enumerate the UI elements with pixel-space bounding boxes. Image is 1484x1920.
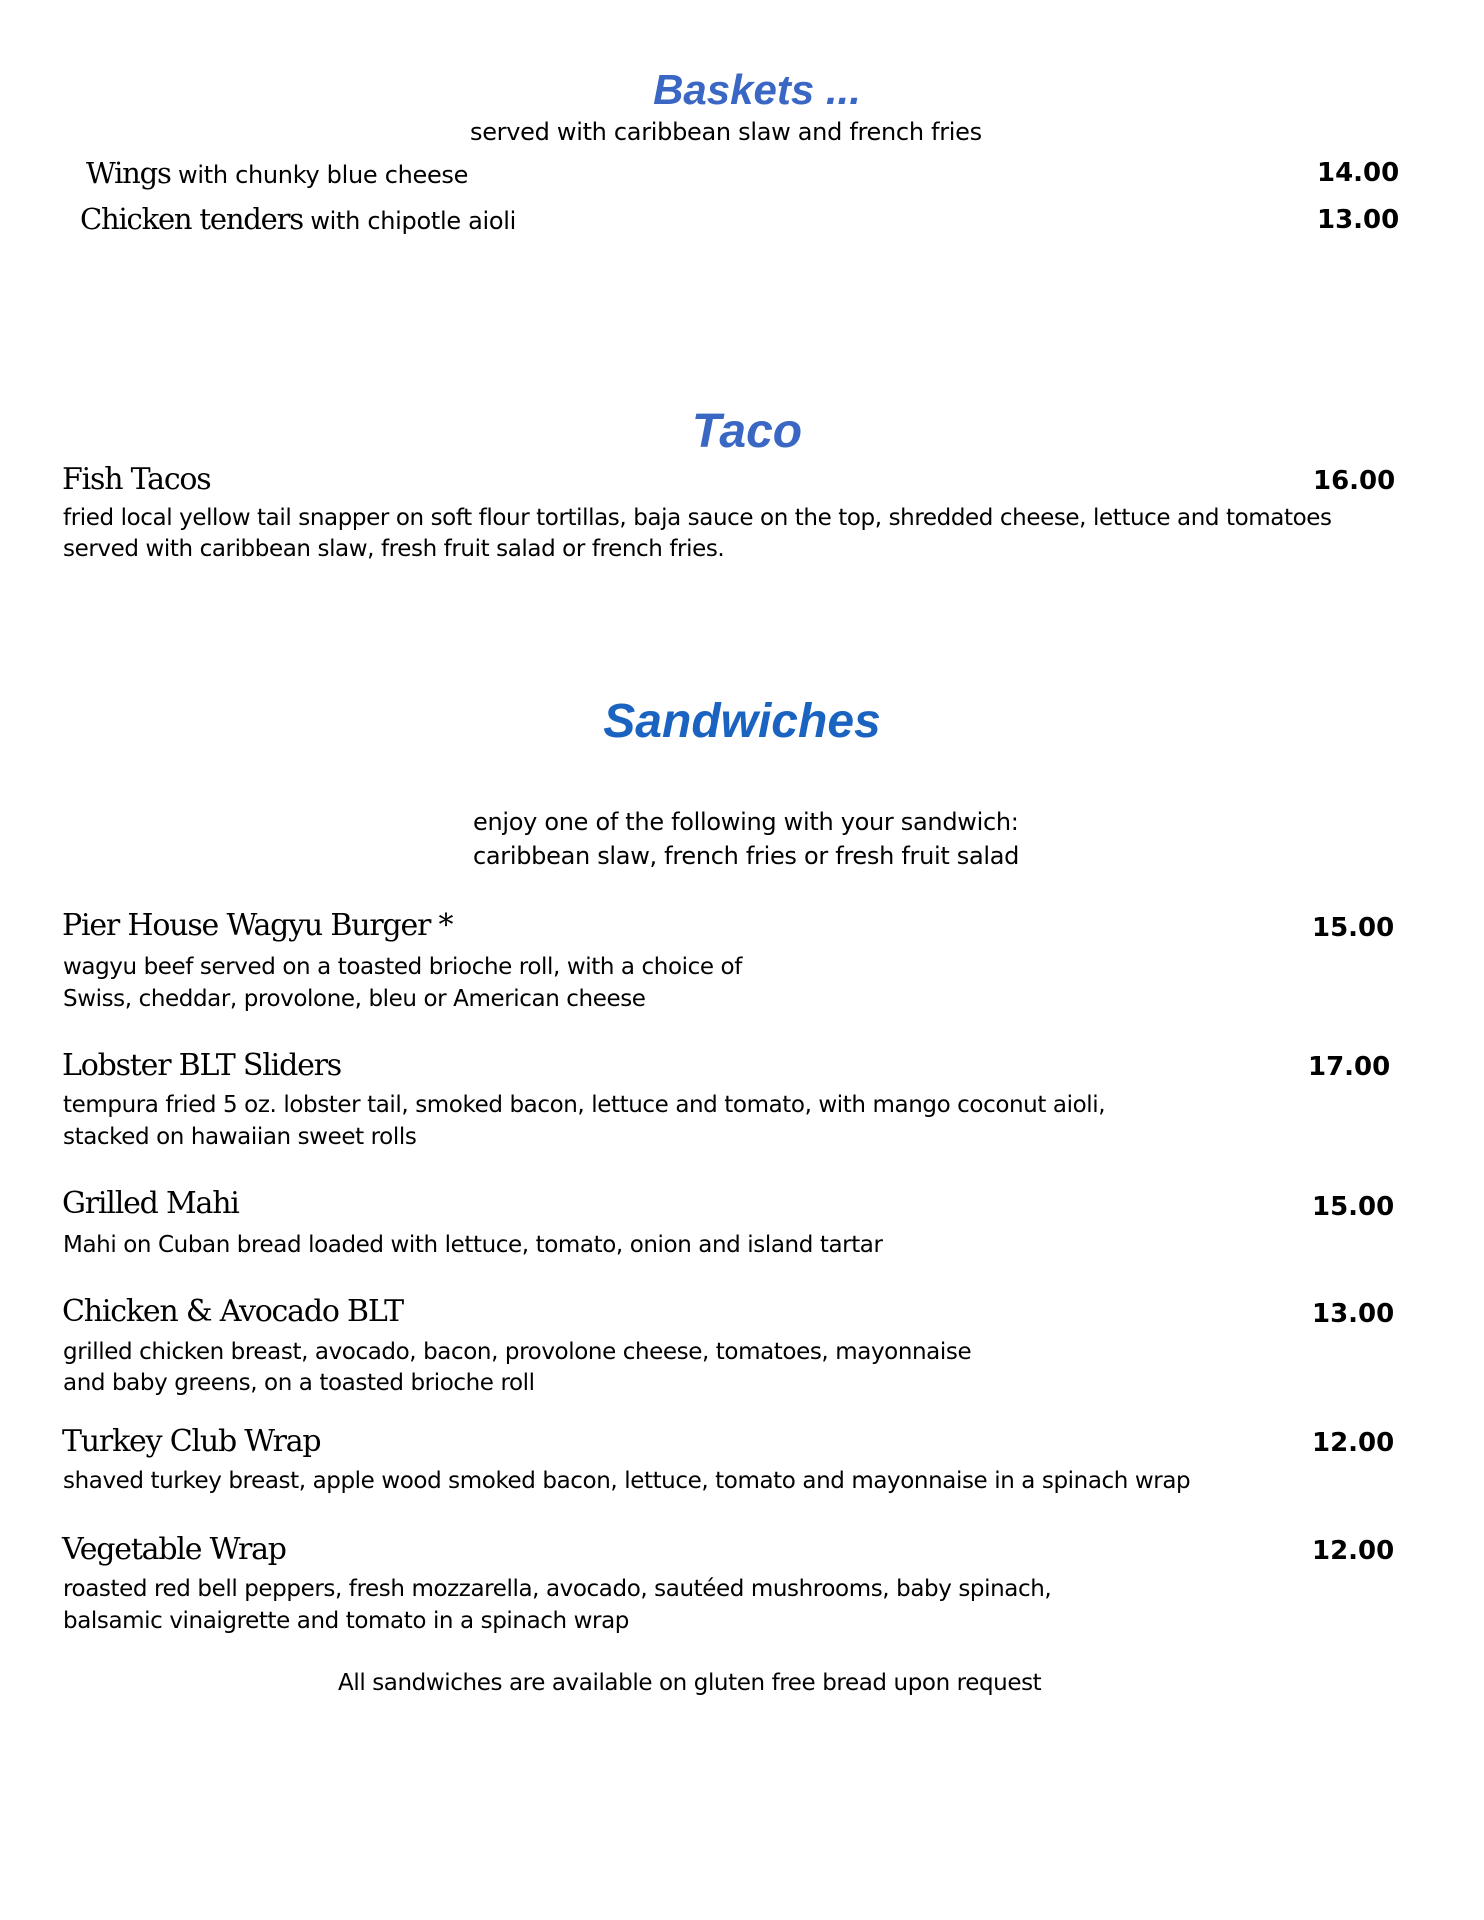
taco-item-desc: fried local yellow tail snapper on soft flour tortillas, baja sauce on the top, shredded cheese, lettuce and tomatoes (63, 505, 1332, 531)
sandwiches-footer-note: All sandwiches are available on gluten free bread upon request (338, 1670, 1042, 1696)
sandwich-item-desc: tempura fried 5 oz. lobster tail, smoked bacon, lettuce and tomato, with mango coconut aioli, (63, 1092, 1106, 1118)
sandwich-item-desc: and baby greens, on a toasted brioche roll (63, 1370, 535, 1396)
basket-item-wings (86, 156, 468, 190)
sandwich-item-desc: balsamic vinaigrette and tomato in a spinach wrap (63, 1608, 629, 1634)
sandwiches-heading: Sandwiches (603, 695, 881, 748)
sandwiches-intro: enjoy one of the following with your sandwich: (473, 808, 1019, 836)
sandwich-item-desc: Swiss, cheddar, provolone, bleu or American cheese (63, 986, 646, 1012)
sandwich-item-price: 13.00 (1312, 1299, 1395, 1329)
sandwich-item-name: Turkey Club Wrap (62, 1424, 321, 1459)
basket-item-price: 14.00 (1317, 158, 1400, 188)
basket-item-name: Wings (86, 156, 171, 190)
sandwich-item-desc: roasted red bell peppers, fresh mozzarella, avocado, sautéed mushrooms, baby spinach, (63, 1576, 1052, 1602)
sandwich-item-desc: wagyu beef served on a toasted brioche roll, with a choice of (63, 954, 742, 980)
basket-item-name: Chicken tenders (80, 202, 303, 236)
sandwich-item-desc: shaved turkey breast, apple wood smoked bacon, lettuce, tomato and mayonnaise in a spinach wrap (63, 1468, 1191, 1494)
basket-item-desc: with chunky blue cheese (170, 161, 469, 189)
taco-item-price: 16.00 (1313, 466, 1396, 496)
taco-item-desc: served with caribbean slaw, fresh fruit salad or french fries. (63, 536, 725, 562)
sandwich-item-price: 12.00 (1312, 1428, 1395, 1458)
taco-heading: Taco (691, 405, 803, 458)
sandwich-item-desc: stacked on hawaiian sweet rolls (63, 1124, 417, 1150)
sandwich-item-name: Chicken & Avocado BLT (62, 1294, 403, 1329)
taco-item-name: Fish Tacos (62, 462, 211, 497)
basket-item-chicken-tenders (80, 202, 516, 236)
sandwich-item-name: Pier House Wagyu Burger * (62, 908, 453, 943)
sandwich-item-name: Vegetable Wrap (62, 1532, 286, 1567)
sandwich-item-name: Grilled Mahi (62, 1186, 239, 1221)
baskets-heading: Baskets ... (653, 66, 861, 113)
sandwich-item-price: 12.00 (1312, 1536, 1395, 1566)
basket-item-price: 13.00 (1317, 205, 1400, 235)
sandwich-item-desc: grilled chicken breast, avocado, bacon, provolone cheese, tomatoes, mayonnaise (63, 1339, 972, 1365)
sandwich-item-price: 17.00 (1308, 1052, 1391, 1082)
baskets-subtitle: served with caribbean slaw and french fries (470, 118, 982, 146)
sandwich-item-desc: Mahi on Cuban bread loaded with lettuce, tomato, onion and island tartar (63, 1232, 883, 1258)
sandwiches-intro: caribbean slaw, french fries or fresh fruit salad (473, 842, 1020, 870)
sandwich-item-price: 15.00 (1312, 913, 1395, 943)
basket-item-desc: with chipotle aioli (302, 207, 517, 235)
sandwich-item-name: Lobster BLT Sliders (62, 1048, 341, 1083)
sandwich-item-price: 15.00 (1312, 1192, 1395, 1222)
